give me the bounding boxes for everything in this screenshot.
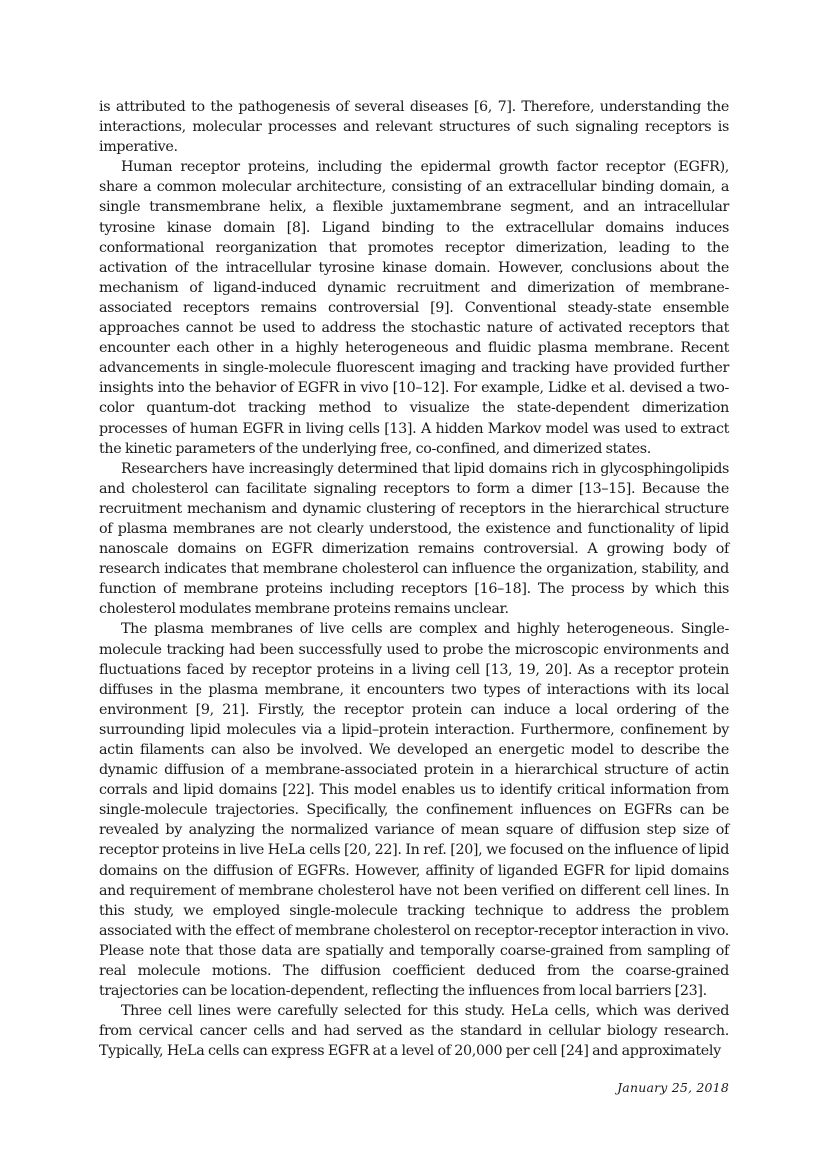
paragraph-continuation: is attributed to the pathogenesis of several diseases [6, 7]. Therefore, understanding the interactions, molecular processes and relevant structures of such signaling receptors is imperative. <box>99 99 729 156</box>
page-body <box>99 97 729 1062</box>
paragraph-receptor-architecture: Human receptor proteins, including the epidermal growth factor receptor (EGFR), share a common molecular architecture, consisting of an extracellular binding domain, a single transmembrane helix, a flexible juxtamembrane segment, and an intracellular tyrosine kinase domain [8]. Ligand binding to the extracellular domains induces conformational reorganization that promotes receptor dimerization, leading to the activation of the intracellular tyrosine kinase domain. However, conclusions about the mechanism of ligand-induced dynamic recruitment and dimerization of membrane-associated receptors remains controversial [9]. Conventional steady-state ensemble approaches cannot be used to address the stochastic nature of activated receptors that encounter each other in a highly heterogeneous and fluidic plasma membrane. Recent advancements in single-molecule fluorescent imaging and tracking have provided further insights into the behavior of EGFR in vivo [10–12]. For example, Lidke et al. devised a two-color quantum-dot tracking method to visualize the state-dependent dimerization processes of human EGFR in living cells [13]. A hidden Markov model was used to extract the kinetic parameters of the underlying free, co-confined, and dimerized states. <box>99 159 729 457</box>
paragraph-cell-lines: Three cell lines were carefully selected for this study. HeLa cells, which was derived from cervical cancer cells and had served as the standard in cellular biology research. Typically, HeLa cells can express EGFR at a level of 20,000 per cell [24] and approximately <box>99 1003 729 1060</box>
paragraph-plasma-membranes: The plasma membranes of live cells are complex and highly heterogeneous. Single-molecule tracking had been successfully used to probe the microscopic environments and fluctuations faced by receptor proteins in a living cell [13, 19, 20]. As a receptor protein diffuses in the plasma membrane, it encounters two types of interactions with its local environment [9, 21]. Firstly, the receptor protein can induce a local ordering of the surrounding lipid molecules via a lipid–protein interaction. Furthermore, confinement by actin filaments can also be involved. We developed an energetic model to describe the dynamic diffusion of a membrane-associated protein in a hierarchical structure of actin corrals and lipid domains [22]. This model enables us to identify critical information from single-molecule trajectories. Specifically, the confinement influences on EGFRs can be revealed by analyzing the normalized variance of mean square of diffusion step size of receptor proteins in live HeLa cells [20, 22]. In ref. [20], we focused on the influence of lipid domains on the diffusion of EGFRs. However, affinity of liganded EGFR for lipid domains and requirement of membrane cholesterol have not been verified on different cell lines. In this study, we employed single-molecule tracking technique to address the problem associated with the effect of membrane cholesterol on receptor-receptor interaction in vivo. Please note that those data are spatially and temporally coarse-grained from sampling of real molecule motions. The diffusion coefficient deduced from the coarse-grained trajectories can be location-dependent, reflecting the influences from local barriers [23]. <box>99 621 729 1000</box>
paragraph-lipid-domains: Researchers have increasingly determined that lipid domains rich in glycosphingolipids and cholesterol can facilitate signaling receptors to form a dimer [13–15]. Because the recruitment mechanism and dynamic clustering of receptors in the hierarchical structure of plasma membranes are not clearly understood, the existence and functionality of lipid nanoscale domains on EGFR dimerization remains controversial. A growing body of research indicates that membrane cholesterol can influence the organization, stability, and function of membrane proteins including receptors [16–18]. The process by which this cholesterol modulates membrane proteins remains unclear. <box>99 460 729 618</box>
footer-date: January 25, 2018 <box>617 1080 729 1095</box>
